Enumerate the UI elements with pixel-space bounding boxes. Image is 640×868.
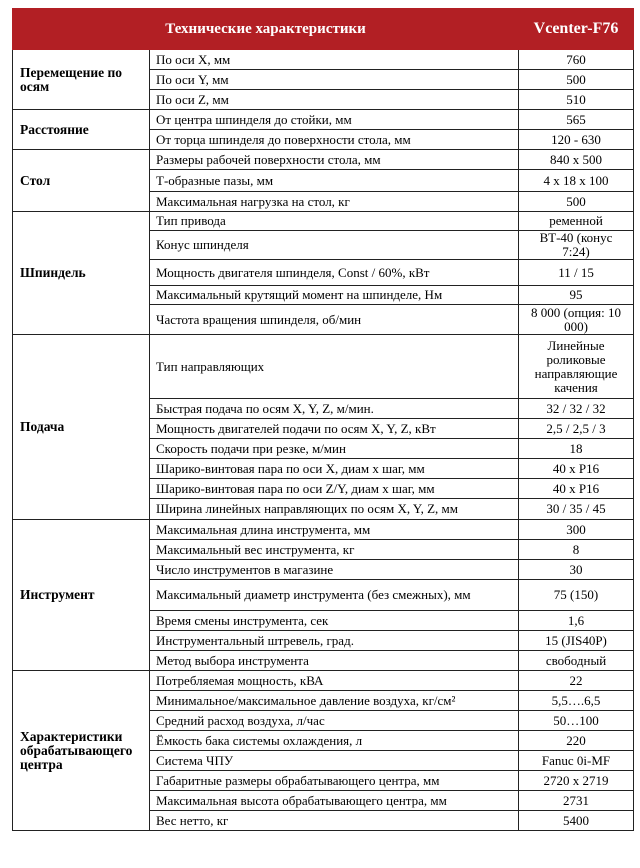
param-value: 40 x P16 [519, 459, 634, 479]
table-row [13, 520, 634, 540]
param-value: Fanuc 0i-MF [519, 751, 634, 771]
param-label: По оси Y, мм [150, 70, 519, 90]
param-value: 11 / 15 [519, 260, 634, 286]
table-row [13, 50, 634, 70]
group-name: Подача [13, 335, 150, 520]
param-label: По оси X, мм [150, 50, 519, 70]
param-label: Число инструментов в магазине [150, 560, 519, 580]
param-label: Максимальный вес инструмента, кг [150, 540, 519, 560]
param-value: ВТ-40 (конус 7:24) [519, 231, 634, 260]
param-value: 95 [519, 286, 634, 305]
table-row [13, 335, 634, 399]
param-value: 15 (JIS40P) [519, 631, 634, 651]
param-label: Максимальный диаметр инструмента (без смежных), мм [150, 580, 519, 611]
param-value: 18 [519, 439, 634, 459]
param-label: Частота вращения шпинделя, об/мин [150, 305, 519, 335]
param-value: 8 000 (опция: 10 000) [519, 305, 634, 335]
param-label: Тип привода [150, 212, 519, 231]
param-label: Габаритные размеры обрабатывающего центра, мм [150, 771, 519, 791]
param-value: 500 [519, 192, 634, 212]
param-value: 760 [519, 50, 634, 70]
param-label: Минимальное/максимальное давление воздуха, кг/см² [150, 691, 519, 711]
param-label: Максимальная высота обрабатывающего центра, мм [150, 791, 519, 811]
param-label: Максимальный крутящий момент на шпинделе, Нм [150, 286, 519, 305]
spec-table [12, 8, 634, 831]
param-value: 4 x 18 x 100 [519, 170, 634, 192]
param-label: Шарико-винтовая пара по оси X, диам х шаг, мм [150, 459, 519, 479]
group-name: Расстояние [13, 110, 150, 150]
param-label: Максимальная длина инструмента, мм [150, 520, 519, 540]
group-name: Стол [13, 150, 150, 212]
header-model: Vcenter-F76 [519, 9, 634, 50]
param-label: От центра шпинделя до стойки, мм [150, 110, 519, 130]
param-label: Размеры рабочей поверхности стола, мм [150, 150, 519, 170]
table-row [13, 150, 634, 170]
param-value: свободный [519, 651, 634, 671]
param-label: Т-образные пазы, мм [150, 170, 519, 192]
param-value: ременной [519, 212, 634, 231]
param-value: 30 / 35 / 45 [519, 499, 634, 520]
spec-body [13, 50, 634, 831]
param-value: 565 [519, 110, 634, 130]
param-value: 500 [519, 70, 634, 90]
param-label: Потребляемая мощность, кВА [150, 671, 519, 691]
table-row [13, 212, 634, 231]
param-label: Скорость подачи при резке, м/мин [150, 439, 519, 459]
param-value: 2731 [519, 791, 634, 811]
param-value: Линейные роликовые направляющие качения [519, 335, 634, 399]
param-label: Тип направляющих [150, 335, 519, 399]
group-name: Инструмент [13, 520, 150, 671]
param-label: Ширина линейных направляющих по осям X, Y, Z, мм [150, 499, 519, 520]
param-label: Средний расход воздуха, л/час [150, 711, 519, 731]
header-row [13, 9, 634, 50]
param-label: Инструментальный штревель, град. [150, 631, 519, 651]
param-value: 2,5 / 2,5 / 3 [519, 419, 634, 439]
header-title: Технические характеристики [13, 9, 519, 50]
param-label: Мощность двигателей подачи по осям X, Y, Z, кВт [150, 419, 519, 439]
param-value: 22 [519, 671, 634, 691]
param-label: Быстрая подача по осям X, Y, Z, м/мин. [150, 399, 519, 419]
param-value: 1,6 [519, 611, 634, 631]
param-value: 40 x P16 [519, 479, 634, 499]
param-value: 120 - 630 [519, 130, 634, 150]
param-label: Вес нетто, кг [150, 811, 519, 831]
param-value: 510 [519, 90, 634, 110]
param-label: Время смены инструмента, сек [150, 611, 519, 631]
group-name: Перемещение по осям [13, 50, 150, 110]
param-label: Шарико-винтовая пара по оси Z/Y, диам х шаг, мм [150, 479, 519, 499]
param-label: От торца шпинделя до поверхности стола, мм [150, 130, 519, 150]
param-value: 5400 [519, 811, 634, 831]
param-value: 220 [519, 731, 634, 751]
param-value: 75 (150) [519, 580, 634, 611]
param-label: Конус шпинделя [150, 231, 519, 260]
param-label: По оси Z, мм [150, 90, 519, 110]
group-name: Характеристики обрабатывающего центра [13, 671, 150, 831]
param-label: Ёмкость бака системы охлаждения, л [150, 731, 519, 751]
param-label: Система ЧПУ [150, 751, 519, 771]
param-value: 5,5….6,5 [519, 691, 634, 711]
param-value: 32 / 32 / 32 [519, 399, 634, 419]
param-value: 840 x 500 [519, 150, 634, 170]
param-value: 30 [519, 560, 634, 580]
param-value: 8 [519, 540, 634, 560]
param-label: Мощность двигателя шпинделя, Const / 60%, кВт [150, 260, 519, 286]
table-row [13, 671, 634, 691]
param-label: Максимальная нагрузка на стол, кг [150, 192, 519, 212]
param-value: 2720 x 2719 [519, 771, 634, 791]
group-name: Шпиндель [13, 212, 150, 335]
table-row [13, 110, 634, 130]
param-value: 50…100 [519, 711, 634, 731]
param-value: 300 [519, 520, 634, 540]
param-label: Метод выбора инструмента [150, 651, 519, 671]
